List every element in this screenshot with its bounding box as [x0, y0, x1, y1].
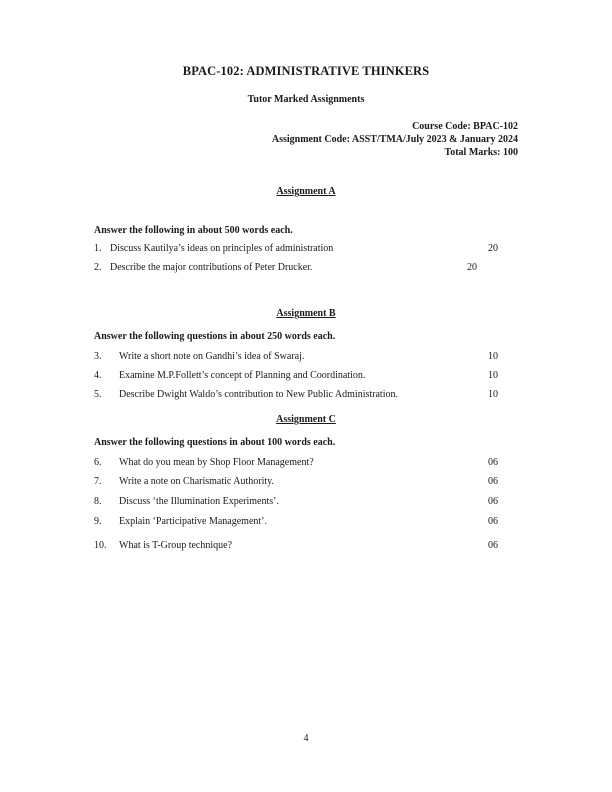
section-instruction-b: Answer the following questions in about 250 words each.: [94, 331, 336, 342]
question-text: Write a short note on Gandhi’s idea of Swaraj.: [119, 351, 305, 362]
question-text: Describe Dwight Waldo’s contribution to New Public Administration.: [119, 389, 398, 400]
question-marks: 06: [488, 540, 498, 551]
question-text: Explain ‘Participative Management’.: [119, 516, 268, 527]
question-number: 8.: [94, 496, 102, 507]
course-code: Course Code: BPAC-102: [412, 121, 518, 132]
question-text: Examine M.P.Follett’s concept of Planning and Coordination.: [119, 370, 366, 381]
question-marks: 06: [488, 496, 498, 507]
section-heading-c: Assignment C: [276, 414, 336, 425]
question-marks: 06: [488, 457, 498, 468]
question-number: 6.: [94, 457, 102, 468]
section-heading-a: Assignment A: [276, 186, 336, 197]
question-number: 7.: [94, 476, 102, 487]
document-subtitle: Tutor Marked Assignments: [247, 94, 365, 105]
page-number: 4: [303, 733, 309, 744]
section-heading-b: Assignment B: [276, 308, 336, 319]
question-marks: 20: [488, 243, 498, 254]
assignment-code: Assignment Code: ASST/TMA/July 2023 & January 2024: [271, 134, 518, 145]
question-number: 10.: [94, 540, 107, 551]
question-marks: 06: [488, 476, 498, 487]
question-marks: 10: [488, 370, 498, 381]
section-instruction-c: Answer the following questions in about 100 words each.: [94, 437, 336, 448]
question-number: 5.: [94, 389, 102, 400]
question-marks: 20: [467, 262, 477, 273]
question-number: 3.: [94, 351, 102, 362]
question-text: What is T-Group technique?: [119, 540, 233, 551]
question-number: 4.: [94, 370, 102, 381]
document-title: BPAC-102: ADMINISTRATIVE THINKERS: [182, 64, 430, 78]
question-marks: 10: [488, 351, 498, 362]
question-text: Discuss ‘the Illumination Experiments’.: [119, 496, 279, 507]
section-instruction-a: Answer the following in about 500 words each.: [94, 225, 293, 236]
question-text: What do you mean by Shop Floor Management?: [119, 457, 314, 468]
question-marks: 10: [488, 389, 498, 400]
question-number: 9.: [94, 516, 102, 527]
total-marks: Total Marks: 100: [444, 147, 518, 158]
question-marks: 06: [488, 516, 498, 527]
question-number: 1.: [94, 243, 102, 254]
question-text: Write a note on Charismatic Authority.: [119, 476, 275, 487]
question-number: 2.: [94, 262, 102, 273]
question-text: Describe the major contributions of Peter Drucker.: [110, 262, 313, 273]
question-text: Discuss Kautilya’s ideas on principles of administration: [110, 243, 334, 254]
